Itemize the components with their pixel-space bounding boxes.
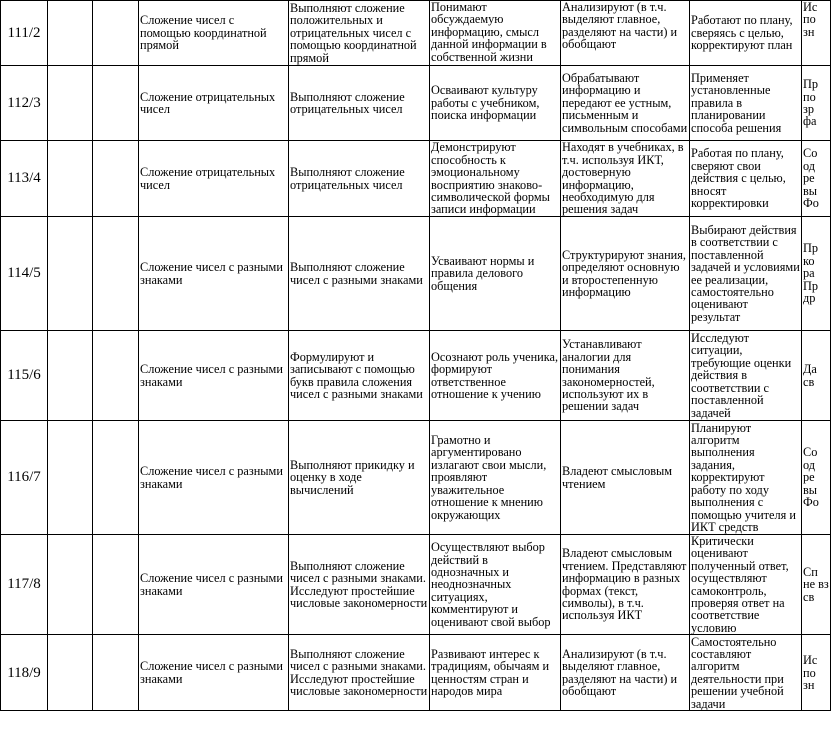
- cognitive-results-text: Владеют смысловым чтением: [562, 464, 673, 491]
- date-fact-cell: [93, 535, 139, 635]
- topic-text: Сложение чисел с разными знаками: [140, 464, 283, 491]
- regulative-results-cell: [690, 535, 802, 635]
- regulative-results-text: Применяет установленные правила в планировании способа решения: [691, 70, 782, 135]
- regulative-results-text: Самостоятельно составляют алгоритм деятельности при решении учебной задачи: [691, 634, 784, 711]
- personal-results-cell: [430, 331, 561, 421]
- lesson-number-text: 111/2: [7, 24, 41, 41]
- date-fact-cell: [93, 635, 139, 711]
- personal-results-cell: [430, 1, 561, 66]
- table-row: [1, 66, 831, 141]
- table-row: [1, 635, 831, 711]
- subject-results-text: Выполняют сложение положительных и отрицательных чисел с помощью координатной прямой: [290, 0, 417, 65]
- subject-results-cell: [289, 635, 430, 711]
- subject-results-cell: [289, 66, 430, 141]
- table-row: [1, 1, 831, 66]
- communicative-results-cell: [802, 331, 831, 421]
- cognitive-results-cell: [561, 66, 690, 141]
- regulative-results-cell: [690, 141, 802, 217]
- communicative-results-text: Сп не вз св: [803, 565, 829, 604]
- date-plan-cell: [48, 1, 93, 66]
- date-fact-cell: [93, 331, 139, 421]
- communicative-results-text: Ис по зн: [803, 653, 818, 692]
- lesson-number-text: 118/9: [7, 664, 41, 681]
- table-row: [1, 217, 831, 331]
- lesson-number-cell: [1, 217, 48, 331]
- cognitive-results-cell: [561, 535, 690, 635]
- cognitive-results-text: Обрабатывают информацию и передают ее устным, письменным и символьным способами: [562, 70, 688, 135]
- cognitive-results-cell: [561, 217, 690, 331]
- topic-text: Сложение чисел с разными знаками: [140, 659, 283, 686]
- personal-results-cell: [430, 66, 561, 141]
- communicative-results-text: Ис по зн: [803, 0, 818, 39]
- topic-text: Сложение чисел с разными знаками: [140, 260, 283, 287]
- lesson-number-cell: [1, 421, 48, 535]
- communicative-results-text: Да св: [803, 362, 817, 389]
- communicative-results-cell: [802, 635, 831, 711]
- cognitive-results-text: Анализируют (в т.ч. выделяют главное, разделяют на части) и обобщают: [562, 646, 678, 699]
- regulative-results-cell: [690, 217, 802, 331]
- personal-results-cell: [430, 535, 561, 635]
- cognitive-results-text: Устанавливают аналогии для понимания закономерностей, используют их в решении задач: [562, 337, 655, 414]
- topic-text: Сложение чисел с разными знаками: [140, 362, 283, 389]
- date-plan-cell: [48, 635, 93, 711]
- subject-results-cell: [289, 421, 430, 535]
- cognitive-results-text: Владеют смысловым чтением. Представляют информацию в разных формах (текст, символы), в т.ч. используя ИКТ: [562, 546, 687, 623]
- topic-text: Сложение отрицательных чисел: [140, 165, 276, 192]
- subject-results-text: Выполняют прикидку и оценку в ходе вычислений: [290, 457, 415, 497]
- communicative-results-text: Со од ре вы Фо: [803, 146, 819, 211]
- regulative-results-text: Исследуют ситуации, требующие оценки действия в соответствии с поставленной задачей: [691, 331, 792, 420]
- personal-results-cell: [430, 217, 561, 331]
- topic-cell: [139, 141, 289, 217]
- date-fact-cell: [93, 421, 139, 535]
- regulative-results-cell: [690, 66, 802, 141]
- lesson-number-text: 114/5: [7, 265, 41, 282]
- table-row: [1, 141, 831, 217]
- date-fact-cell: [93, 217, 139, 331]
- date-fact-cell: [93, 141, 139, 217]
- regulative-results-cell: [690, 1, 802, 66]
- communicative-results-cell: [802, 1, 831, 66]
- topic-text: Сложение отрицательных чисел: [140, 89, 276, 116]
- topic-cell: [139, 635, 289, 711]
- subject-results-text: Выполняют сложение чисел с разными знаками. Исследуют простейшие числовые закономерности: [290, 558, 428, 611]
- subject-results-text: Выполняют сложение чисел с разными знаками. Исследуют простейшие числовые закономерности: [290, 646, 428, 699]
- lesson-number-cell: [1, 66, 48, 141]
- subject-results-text: Выполняют сложение чисел с разными знаками: [290, 260, 423, 287]
- cognitive-results-cell: [561, 635, 690, 711]
- date-fact-cell: [93, 66, 139, 141]
- cognitive-results-text: Структурируют знания, определяют основную и второстепенную информацию: [562, 247, 686, 299]
- topic-cell: [139, 217, 289, 331]
- subject-results-cell: [289, 217, 430, 331]
- cognitive-results-text: Анализируют (в т.ч. выделяют главное, разделяют на части) и обобщают: [562, 0, 678, 52]
- communicative-results-cell: [802, 217, 831, 331]
- lesson-number-cell: [1, 331, 48, 421]
- personal-results-text: Демонстрируют способность к эмоциональному восприятию знаково-символической формы записи информации: [431, 140, 550, 217]
- topic-cell: [139, 331, 289, 421]
- personal-results-cell: [430, 141, 561, 217]
- date-plan-cell: [48, 141, 93, 217]
- personal-results-text: Усваивают нормы и правила делового общения: [431, 253, 535, 293]
- topic-text: Сложение чисел с помощью координатной прямой: [140, 13, 267, 53]
- topic-cell: [139, 535, 289, 635]
- date-fact-cell: [93, 1, 139, 66]
- personal-results-text: Осознают роль ученика, формируют ответственное отношение к учению: [431, 349, 559, 401]
- topic-cell: [139, 1, 289, 66]
- table-row: [1, 421, 831, 535]
- regulative-results-text: Работая по плану, сверяют свои действия с целью, вносят корректировки: [691, 146, 786, 211]
- subject-results-cell: [289, 1, 430, 66]
- cognitive-results-text: Находят в учебниках, в т.ч. используя ИКТ, достоверную информацию, необходимую для решения задач: [562, 140, 684, 217]
- date-plan-cell: [48, 421, 93, 535]
- personal-results-text: Развивают интерес к традициям, обычаям и ценностям стран и народов мира: [431, 646, 550, 699]
- communicative-results-text: Пр ко рa Пр др: [803, 241, 819, 306]
- regulative-results-cell: [690, 331, 802, 421]
- lesson-number-cell: [1, 635, 48, 711]
- date-plan-cell: [48, 217, 93, 331]
- communicative-results-cell: [802, 141, 831, 217]
- personal-results-text: Осваивают культуру работы с учебником, поиска информации: [431, 83, 540, 123]
- lesson-number-text: 113/4: [7, 170, 41, 187]
- personal-results-text: Грамотно и аргументировано излагают свои мысли, проявляют уважительное отношение к мнению окружающих: [431, 433, 547, 522]
- communicative-results-cell: [802, 421, 831, 535]
- personal-results-text: Понимают обсуждаемую информацию, смысл данной информации в собственной жизни: [431, 0, 547, 64]
- communicative-results-cell: [802, 535, 831, 635]
- date-plan-cell: [48, 535, 93, 635]
- communicative-results-cell: [802, 66, 831, 141]
- regulative-results-cell: [690, 421, 802, 535]
- cognitive-results-cell: [561, 141, 690, 217]
- cognitive-results-cell: [561, 1, 690, 66]
- lesson-plan-body: [1, 1, 831, 711]
- regulative-results-text: Критически оценивают полученный ответ, осуществляют самоконтроль, проверяя ответ на соответствие условию: [691, 534, 789, 635]
- personal-results-text: Осуществляют выбор действий в однозначных и неоднозначных ситуациях, комментируют и оценивают свой выбор: [431, 540, 551, 629]
- table-row: [1, 535, 831, 635]
- cognitive-results-cell: [561, 421, 690, 535]
- communicative-results-text: Пр по зр фа: [803, 77, 819, 129]
- subject-results-text: Выполняют сложение отрицательных чисел: [290, 165, 405, 192]
- lesson-number-cell: [1, 1, 48, 66]
- table-row: [1, 331, 831, 421]
- date-plan-cell: [48, 331, 93, 421]
- personal-results-cell: [430, 421, 561, 535]
- regulative-results-text: Работают по плану, сверяясь с целью, корректируют план: [691, 13, 793, 53]
- lesson-number-cell: [1, 141, 48, 217]
- personal-results-cell: [430, 635, 561, 711]
- subject-results-cell: [289, 535, 430, 635]
- communicative-results-text: Со од ре вы Фо: [803, 445, 819, 510]
- regulative-results-text: Планируют алгоритм выполнения задания, корректируют работу по ходу выполнения с помощью учителя и ИКТ средств: [691, 420, 796, 534]
- topic-text: Сложение чисел с разными знаками: [140, 571, 283, 598]
- regulative-results-cell: [690, 635, 802, 711]
- date-plan-cell: [48, 66, 93, 141]
- lesson-number-text: 116/7: [7, 469, 41, 486]
- regulative-results-text: Выбирают действия в соответствии с поставленной задачей и условиями ее реализации, самостоятельно оценивают результат: [691, 222, 800, 324]
- lesson-number-text: 112/3: [7, 94, 41, 111]
- subject-results-cell: [289, 331, 430, 421]
- subject-results-text: Формулируют и записывают с помощью букв правила сложения чисел с разными знаками: [290, 349, 423, 401]
- subject-results-cell: [289, 141, 430, 217]
- lesson-number-cell: [1, 535, 48, 635]
- lesson-number-text: 117/8: [7, 576, 41, 593]
- subject-results-text: Выполняют сложение отрицательных чисел: [290, 89, 405, 116]
- topic-cell: [139, 66, 289, 141]
- lesson-number-text: 115/6: [7, 367, 41, 384]
- topic-cell: [139, 421, 289, 535]
- cognitive-results-cell: [561, 331, 690, 421]
